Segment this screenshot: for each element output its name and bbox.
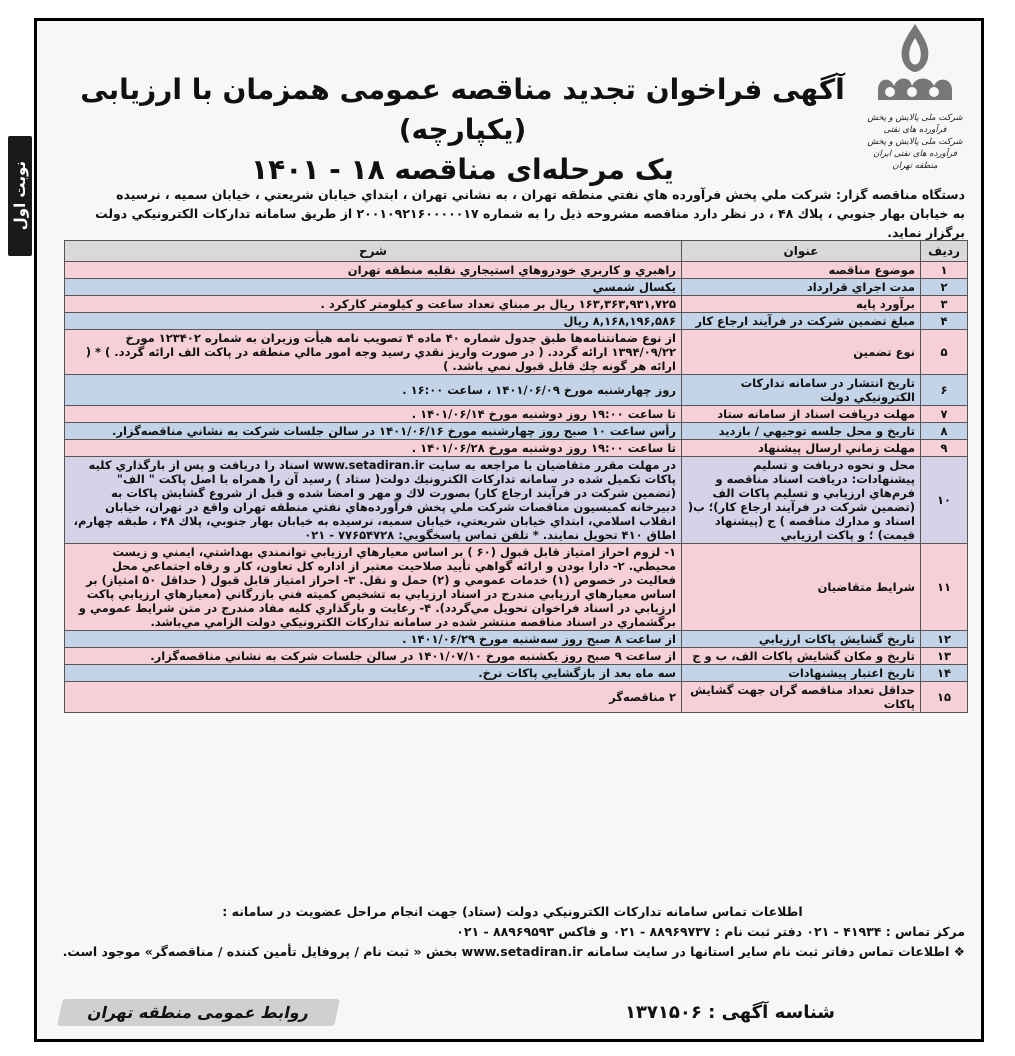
tender-table [64, 240, 968, 713]
table-row [65, 665, 968, 682]
row-description: ۱- لزوم احراز امتياز قابل قبول (۶۰ ) بر اساس معيارهاي ارزيابي توانمندي بهداشتي، ايمني و زيست محيطي. ۲- دارا بودن و ارائه گواهي تأييد صلاحيت معتبر از اداره كل تعاون، كار و رفاه اجتماعي محل فعاليت در خصوص (۱) خدمات عمومي و (۲) حمل و نقل. ۳- احراز امتياز قابل قبول ( حداقل ۵۰ امتياز) بر اساس معيارهاي ارزيابي مندرج در اسناد ارزيابي به تشخيص كميته فني بازرگاني (معيارهاي ارزيابي پاكت ارزيابي در اسناد فراخوان تحويل مي‌گردد). ۴- رعايت و بارگذاري كليه مفاد مندرج در متن شرايط عمومي و برگشماري در اسناد مناقصه منتشر شده در سامانه تداركات الكترونيكي دولت الزامي مي‌باشد. [65, 544, 682, 631]
row-subject: مدت اجراي قرارداد [682, 279, 921, 296]
ad-identifier: شناسه آگهی : ۱۳۷۱۵۰۶ [624, 1001, 835, 1023]
table-row [65, 406, 968, 423]
contact-footer [60, 902, 965, 962]
row-description: ۸,۱۶۸,۱۹۶,۵۸۶ ريال [65, 313, 682, 330]
table-row [65, 375, 968, 406]
table-row [65, 440, 968, 457]
row-subject: شرايط متقاضيان [682, 544, 921, 631]
row-number: ۸ [921, 423, 968, 440]
table-row [65, 544, 968, 631]
row-description: سه ماه بعد از بازگشايي پاكات نرخ. [65, 665, 682, 682]
company-logo [860, 20, 970, 170]
row-subject: تاريخ انتشار در سامانه تداركات الكترونيكي دولت [682, 375, 921, 406]
row-description: روز چهارشنبه مورخ ۱۴۰۱/۰۶/۰۹ ، ساعت ۱۶:۰۰ . [65, 375, 682, 406]
row-subject: تاريخ و مكان گشايش پاكات الف، ب و ج [682, 648, 921, 665]
row-subject: تاريخ گشايش پاكات ارزيابي [682, 631, 921, 648]
row-description: تا ساعت ۱۹:۰۰ روز دوشنبه مورخ ۱۴۰۱/۰۶/۲۸ . [65, 440, 682, 457]
public-relations-label: روابط عمومی منطقه تهران [57, 999, 340, 1026]
row-subject: مبلغ تضمين شركت در فرآيند ارجاع كار [682, 313, 921, 330]
row-subject: موضوع مناقصه [682, 262, 921, 279]
table-row [65, 423, 968, 440]
row-description: از نوع ضمانتنامه‌ها طبق جدول شماره ۴۰ ماده ۴ تصويب نامه هيأت وزيران به شماره ۱۲۳۴۰۲ مورخ ۱۳۹۴/۰۹/۲۲ ارائه گردد. ( در صورت واريز نقدي رسيد وجه امور مالي منطقه در پاكت الف ارائه گردد. ) * ( ارائه هر گونه چك قابل قبول نمي باشد. ) [65, 330, 682, 375]
row-subject: تاريخ اعتبار پيشنهادات [682, 665, 921, 682]
row-description: رأس ساعت ۱۰ صبح روز چهارشنبه مورخ ۱۴۰۱/۰۶/۱۶ در سالن جلسات شركت به نشاني مناقصه‌گزار. [65, 423, 682, 440]
contact-heading: اطلاعات تماس سامانه تداركات الكترونيكي دولت (ستاد) جهت انجام مراحل عضويت در سامانه : [222, 904, 803, 919]
row-number: ۱ [921, 262, 968, 279]
row-number: ۴ [921, 313, 968, 330]
table-row [65, 457, 968, 544]
row-description: ۲ مناقصه‌گر [65, 682, 682, 713]
row-subject: برآورد پايه [682, 296, 921, 313]
table-row [65, 279, 968, 296]
bottom-bar [60, 995, 965, 1029]
publication-badge-text: نوبت اول [11, 161, 29, 231]
header-subject: عنوان [682, 241, 921, 262]
intro-line-2: به خيابان بهار جنوبي ، پلاك ۴۸ ، در نظر دارد مناقصه مشروحه ذيل را به شماره ۲۰۰۱۰۹۲۱۶۰۰۰۰۰۱۷ از طريق سامانه تداركات الكترونيكي دولت برگزار نمايد. [95, 206, 965, 240]
logo-line-2: شرکت ملی پالایش و پخش فرآورده های نفتی ایران [867, 137, 963, 159]
table-row [65, 682, 968, 713]
contact-note: ❖ اطلاعات تماس دفاتر ثبت نام ساير استانها در سايت سامانه www.setadiran.ir بخش « ثبت نام / پروفايل تأمين كننده / مناقصه‌گر» موجود است. [62, 944, 965, 959]
row-number: ۱۲ [921, 631, 968, 648]
title-line-2: یک مرحله‌ای مناقصه ۱۸ - ۱۴۰۱ [251, 153, 674, 186]
flame-logo-icon [872, 20, 958, 112]
row-subject: تاريخ و محل جلسه توجيهي / بازديد [682, 423, 921, 440]
row-number: ۱۴ [921, 665, 968, 682]
row-description: در مهلت مقرر متقاضيان با مراجعه به سايت www.setadiran.ir اسناد را دريافت و پس از بارگذاري كليه پاكات تكميل شده در سامانه تداركات الكترونيك دولت( ستاد ) رسيد آن را همراه با اصل پاكت " الف" (تضمين شركت در فرآيند ارجاع كار) بصورت لاك و مهر و امضا شده و قبل از شروع گشايش پاكات به دبيرخانه كميسيون مناقصات شركت ملي پخش فرآورده‌هاي نفتي منطقه تهران واقع در تهران، خيابان انقلاب اسلامي، ابتداي خيابان شريعتي، خيابان سميه، نرسيده به خيابان بهار جنوبي، پلاك ۴۸ ، طبقه چهارم، اطاق ۴۱۰ تحويل نمايند. * تلفن تماس پاسخگويي: ۷۷۶۵۴۷۲۸ - ۰۲۱ [65, 457, 682, 544]
row-number: ۵ [921, 330, 968, 375]
title-line-1: آگهی فراخوان تجدید مناقصه عمومی همزمان با ارزیابی (یکپارچه) [80, 73, 845, 146]
row-description: از ساعت ۸ صبح روز سه‌شنبه مورخ ۱۴۰۱/۰۶/۲۹ . [65, 631, 682, 648]
row-number: ۳ [921, 296, 968, 313]
table-row [65, 648, 968, 665]
row-subject: مهلت زماني ارسال پيشنهاد [682, 440, 921, 457]
row-number: ۲ [921, 279, 968, 296]
table-row [65, 262, 968, 279]
row-description: يكسال شمسي [65, 279, 682, 296]
logo-line-3: منطقه تهران [892, 161, 938, 171]
row-description: راهبري و كاربري خودروهاي استيجاري نقليه منطقه تهران [65, 262, 682, 279]
header-row-number: رديف [921, 241, 968, 262]
row-description: تا ساعت ۱۹:۰۰ روز دوشنبه مورخ ۱۴۰۱/۰۶/۱۴ . [65, 406, 682, 423]
row-number: ۱۵ [921, 682, 968, 713]
row-number: ۹ [921, 440, 968, 457]
row-subject: حداقل تعداد مناقصه گران جهت گشايش پاكات [682, 682, 921, 713]
row-subject: نوع تضمين [682, 330, 921, 375]
row-description: ۱۶۳,۳۶۳,۹۳۱,۷۲۵ ريال بر مبناي تعداد ساعت و كيلومتر كاركرد . [65, 296, 682, 313]
table-row [65, 313, 968, 330]
intro-line-1: دستگاه مناقصه گزار: شرکت ملي پخش فرآورده هاي نفتي منطقه تهران ، به نشاني تهران ، ابتداي خيابان شريعتي ، خيابان سميه ، نرسيده [116, 187, 965, 202]
row-subject: مهلت دريافت اسناد از سامانه ستاد [682, 406, 921, 423]
row-number: ۷ [921, 406, 968, 423]
table-row [65, 330, 968, 375]
row-number: ۱۰ [921, 457, 968, 544]
logo-line-1: شرکت ملی پالایش و پخش فرآورده های نفتی [867, 113, 963, 135]
intro-paragraph [60, 185, 965, 242]
row-description: از ساعت ۹ صبح روز يكشنبه مورخ ۱۴۰۱/۰۷/۱۰ در سالن جلسات شركت به نشاني مناقصه‌گزار. [65, 648, 682, 665]
row-subject: محل و نحوه دريافت و تسليم پيشنهادات: دريافت اسناد مناقصه و فرم‌هاي ارزيابي و تسليم پاكات الف (تضمين شركت در فرآيند ارجاع كار)؛ ب( اسناد و مدارك مناقصه ) ج (پيشنهاد قيمت) ؛ و پاكت ارزيابي [682, 457, 921, 544]
header-description: شرح [65, 241, 682, 262]
contact-numbers: مركز تماس : ۴۱۹۳۴ - ۰۲۱ دفتر ثبت نام : ۸۸۹۶۹۷۳۷ - ۰۲۱ و فاكس ۸۸۹۶۹۵۹۳ - ۰۲۱ [456, 924, 965, 939]
table-row [65, 631, 968, 648]
row-number: ۶ [921, 375, 968, 406]
publication-badge [8, 136, 32, 256]
row-number: ۱۱ [921, 544, 968, 631]
row-number: ۱۳ [921, 648, 968, 665]
table-row [65, 296, 968, 313]
notice-title [70, 70, 855, 190]
